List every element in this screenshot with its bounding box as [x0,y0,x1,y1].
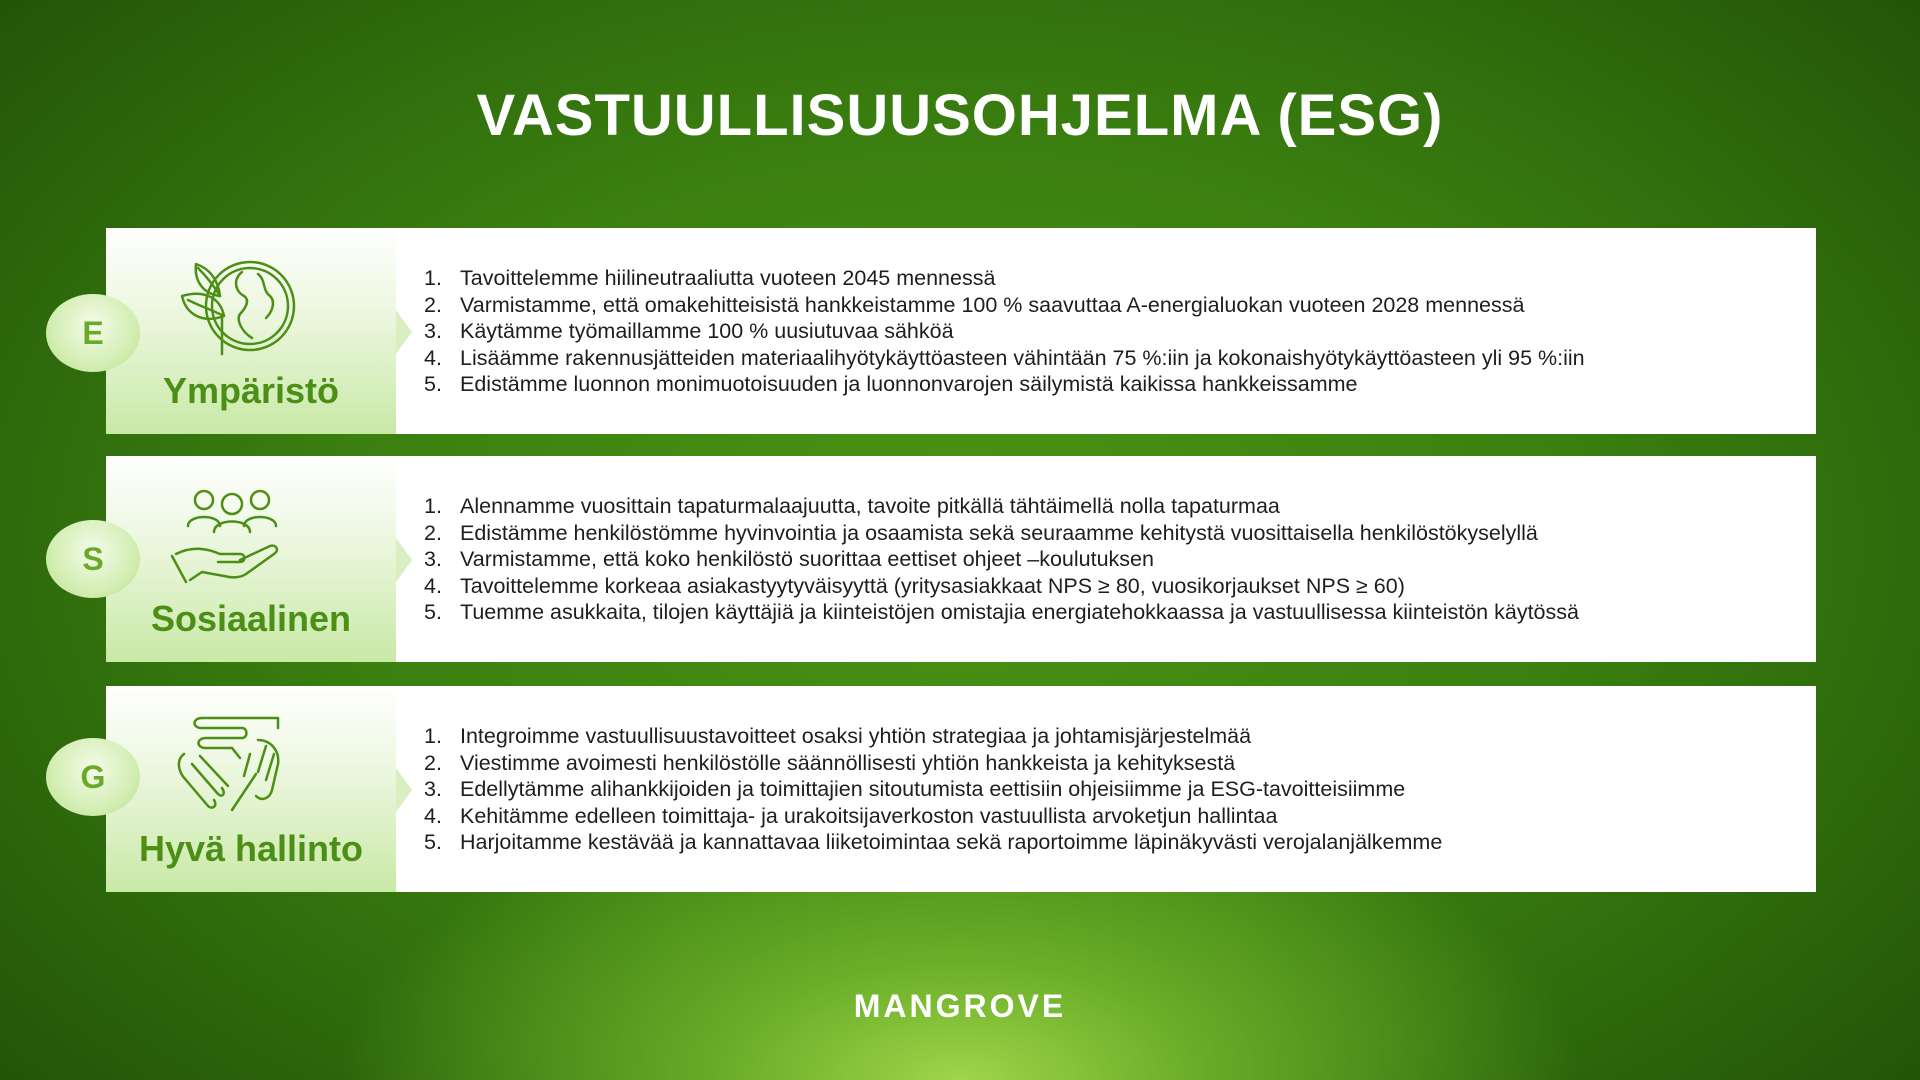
letter-badge-e: E [46,294,140,372]
list-item: 2. Edistämme henkilöstömme hyvinvointia ja osaamista sekä seuraamme kehitystä vuosittaisella henkilöstökyselyllä [424,520,1538,545]
section-label: Sosiaalinen [150,598,352,639]
list-item: 4. Tavoittelemme korkeaa asiakastyytyväisyyttä (yritysasiakkaat NPS ≥ 80, vuosikorjaukset NPS ≥ 60) [424,573,1405,598]
letter-badge-s: S [46,520,140,598]
section-header [106,456,396,662]
list-item: 4. Kehitämme edelleen toimittaja- ja urakoitsijaverkoston vastuullista arvoketjun hallintaa [424,803,1278,828]
joined-hands-icon [162,714,302,824]
section-environment [106,228,1816,434]
section-governance [106,686,1816,892]
section-header [106,686,396,892]
list-item: 3. Käytämme työmaillamme 100 % uusiutuvaa sähköä [424,318,954,343]
section-header [106,228,396,434]
globe-leaf-icon [162,256,302,366]
list-item: 5. Edistämme luonnon monimuotoisuuden ja luonnonvarojen säilymistä kaikissa hankkeissamme [424,371,1358,396]
pointer-arrow [396,538,412,582]
page-title: VASTUULLISUUSOHJELMA (ESG) [476,83,1444,148]
goal-list [424,493,1796,626]
list-item: 5. Tuemme asukkaita, tilojen käyttäjiä ja kiinteistöjen omistajia energiatehokkaassa ja vastuullisessa kiinteistön käytössä [424,599,1579,624]
list-item: 3. Edellytämme alihankkijoiden ja toimittajien sitoutumista eettisiin ohjeisiimme ja ESG-tavoitteisiimme [424,776,1406,801]
pointer-arrow [396,768,412,812]
list-item: 1. Integroimme vastuullisuustavoitteet osaksi yhtiön strategiaa ja johtamisjärjestelmää [424,723,1252,748]
brand-logo: MANGROVE [853,988,1067,1024]
list-item: 2. Varmistamme, että omakehitteisistä hankkeistamme 100 % saavuttaa A-energialuokan vuoteen 2028 mennessä [424,292,1525,317]
section-label: Hyvä hallinto [138,828,364,869]
people-hand-icon [162,484,302,594]
list-item: 5. Harjoitamme kestävää ja kannattavaa liiketoimintaa sekä raportoimme läpinäkyvästi verojalanjälkemme [424,829,1443,854]
goal-list [424,265,1796,398]
list-item: 4. Lisäämme rakennusjätteiden materiaalihyötykäyttöasteen vähintään 75 %:iin ja kokonaishyötykäyttöasteen yli 95 %:iin [424,345,1585,370]
section-label: Ympäristö [162,370,340,411]
goal-list [424,723,1796,856]
section-social [106,456,1816,662]
list-item: 2. Viestimme avoimesti henkilöstölle säännöllisesti yhtiön hankkeista ja kehityksestä [424,750,1236,775]
letter-badge-g: G [46,738,140,816]
list-item: 3. Varmistamme, että koko henkilöstö suorittaa eettiset ohjeet –koulutuksen [424,546,1154,571]
list-item: 1. Tavoittelemme hiilineutraaliutta vuoteen 2045 mennessä [424,265,996,290]
list-item: 1. Alennamme vuosittain tapaturmalaajuutta, tavoite pitkällä tähtäimellä nolla tapaturmaa [424,493,1280,518]
pointer-arrow [396,310,412,354]
